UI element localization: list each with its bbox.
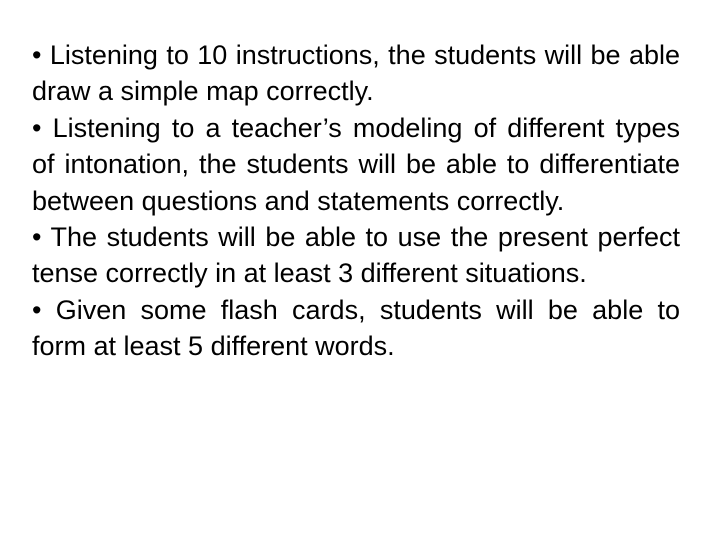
objective-item: • Given some flash cards, students will be able to form at least 5 different words. bbox=[32, 294, 680, 362]
objective-item: • The students will be able to use the present perfect tense correctly in at least 3 different situations. bbox=[32, 222, 680, 289]
objective-item: • Listening to 10 instructions, the students will be able draw a simple map correctly. bbox=[32, 40, 680, 107]
objectives-list bbox=[32, 37, 680, 365]
objective-item: • Listening to a teacher’s modeling of different types of intonation, the students will be able to differentiate between questions and statements correctly. bbox=[32, 112, 680, 216]
